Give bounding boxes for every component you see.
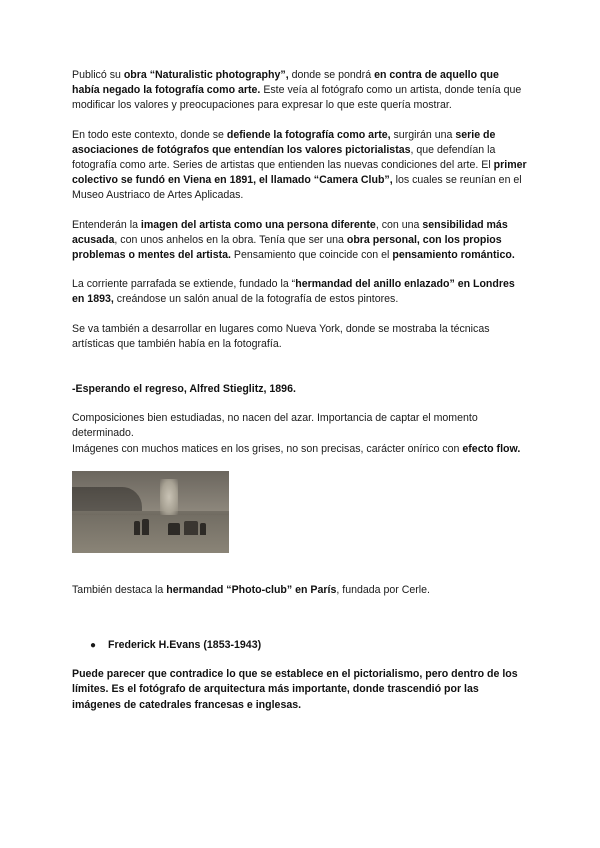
text-run: Imágenes con muchos matices en los grises, no son precisas, carácter onírico con: [72, 442, 463, 455]
bold-run: obra “Naturalistic photography”,: [123, 69, 289, 81]
bullet-item-evans: [90, 638, 528, 653]
bullet-text: Frederick H.Evans (1853-1943): [108, 639, 262, 652]
bold-run: obra personal, con los propios problemas o mentes del artista.: [72, 233, 502, 262]
bold-run: imagen del artista como una persona diferente: [140, 218, 376, 231]
paragraph-photo-club: [72, 583, 528, 598]
text-run: , fundada por Cerle.: [336, 583, 430, 596]
section-title-text: -Esperando el regreso, Alfred Stieglitz, 1896.: [72, 383, 296, 396]
text-run: La corriente parrafada se extiende, fundado la “: [72, 278, 296, 291]
bold-run: primer colectivo se fundó en Viena en 1891, el llamado “Camera Club”,: [72, 159, 527, 187]
text-run: , con una: [375, 218, 423, 231]
text-run: creándose un salón anual de la fotografía de estos pintores.: [113, 293, 399, 306]
bold-run: pensamiento romántico.: [392, 249, 515, 262]
text-run: surgirán una: [390, 128, 456, 141]
text-run: También destaca la: [72, 583, 167, 596]
paragraph-context: [72, 128, 528, 204]
bold-run: sensibilidad más acusada: [72, 218, 508, 246]
text-run: Entenderán la: [72, 218, 141, 231]
text-run: , con unos anhelos en la obra. Tenía que ser una: [114, 233, 347, 246]
paragraph-grays: [72, 442, 528, 457]
bold-run: hermandad del anillo enlazado” en Londres en 1893,: [72, 278, 515, 306]
text-run: Pensamiento que coincide con el: [230, 249, 393, 262]
bullet-marker-icon: ●: [90, 640, 97, 652]
bold-run: efecto flow.: [462, 442, 521, 455]
document-page: [72, 68, 528, 713]
paragraph-new-york: Se va también a desarrollar en lugares como Nueva York, donde se mostraba la técnicas artísticas que también había en la fotografía.: [72, 322, 490, 350]
paragraph-composition: Composiciones bien estudiadas, no nacen del azar. Importancia de captar el momento determinado.: [72, 412, 478, 440]
text-run: Este veía al fotógrafo como un artista, donde tenía que modificar los valores y preocupaciones para expresar lo que este quería mostrar.: [72, 84, 522, 112]
text-run: donde se pondrá: [288, 69, 375, 81]
paragraph-naturalistic: [72, 68, 528, 114]
bold-run: defiende la fotografía como arte,: [226, 128, 391, 141]
text-run: En todo este contexto, donde se: [72, 128, 227, 141]
stieglitz-photograph: [72, 471, 229, 553]
section-title: [72, 382, 528, 397]
text-run: los cuales se reunían en el Museo Austriaco de Artes Aplicadas.: [72, 174, 522, 202]
bold-run: en contra de aquello que había negado la fotografía como arte.: [72, 69, 499, 97]
bold-run: serie de asociaciones de fotógrafos que entendían los valores pictorialistas: [72, 128, 496, 156]
paragraph-artist-image: [72, 218, 528, 264]
text-run: , que defendían la fotografía como arte. Series de artistas que entienden las nuevas condiciones del arte. El: [72, 143, 496, 172]
bold-run: hermandad “Photo-club” en París: [166, 583, 337, 596]
paragraph-evans: [72, 667, 528, 713]
paragraph-london: [72, 277, 528, 307]
text-run: Publicó su: [72, 69, 124, 81]
bold-run: Puede parecer que contradice lo que se establece en el pictorialismo, pero dentro de los límites. Es el fotógrafo de arquitectura más importante, donde trascendió por las imágenes de catedrales francesas e inglesas.: [72, 668, 518, 711]
